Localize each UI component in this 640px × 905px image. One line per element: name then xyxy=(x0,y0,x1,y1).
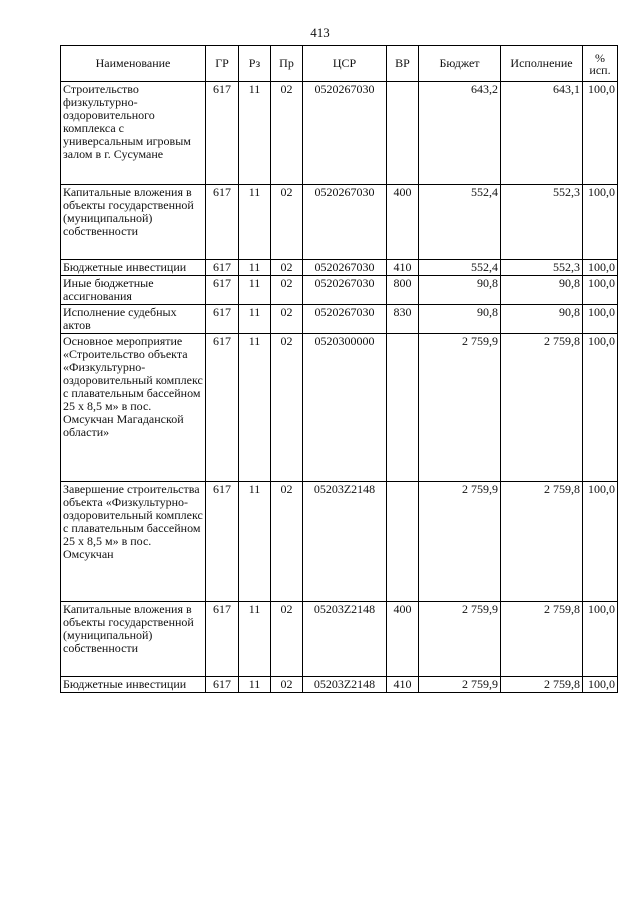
row-execution: 643,1 xyxy=(501,82,583,185)
row-vr: 410 xyxy=(387,677,419,693)
row-budget: 2 759,9 xyxy=(419,482,501,602)
row-pr: 02 xyxy=(271,276,303,305)
row-rz: 11 xyxy=(239,482,271,602)
row-name: Завершение строительства объекта «Физкультурно-оздоровительный комплекс с плавательным бассейном 25 х 8,5 м» в пос. Омсукчан xyxy=(61,482,206,602)
row-name: Строительство физкультурно-оздоровительного комплекса с универсальным игровым залом в г. Сусумане xyxy=(61,82,206,185)
row-vr: 400 xyxy=(387,602,419,677)
row-execution: 90,8 xyxy=(501,276,583,305)
table-row xyxy=(61,185,618,260)
row-budget: 2 759,9 xyxy=(419,602,501,677)
row-name: Основное мероприятие «Строительство объекта «Физкультурно-оздоровительный комплекс с плавательным бассейном 25 х 8,5 м» в пос. Омсукчан Магаданской области» xyxy=(61,334,206,482)
row-rz: 11 xyxy=(239,82,271,185)
header-rz: Рз xyxy=(239,46,271,82)
row-percent: 100,0 xyxy=(583,82,618,185)
row-pr: 02 xyxy=(271,334,303,482)
row-csr: 05203Z2148 xyxy=(303,602,387,677)
row-csr: 0520267030 xyxy=(303,82,387,185)
row-budget: 2 759,9 xyxy=(419,677,501,693)
row-vr: 410 xyxy=(387,260,419,276)
header-budget: Бюджет xyxy=(419,46,501,82)
row-csr: 0520267030 xyxy=(303,185,387,260)
row-name: Бюджетные инвестиции xyxy=(61,677,206,693)
table-row xyxy=(61,677,618,693)
row-gr: 617 xyxy=(206,260,239,276)
row-vr xyxy=(387,334,419,482)
header-execution: Исполнение xyxy=(501,46,583,82)
row-name: Капитальные вложения в объекты государственной (муниципальной) собственности xyxy=(61,602,206,677)
row-execution: 2 759,8 xyxy=(501,334,583,482)
table-row xyxy=(61,602,618,677)
row-name: Иные бюджетные ассигнования xyxy=(61,276,206,305)
row-gr: 617 xyxy=(206,276,239,305)
budget-execution-table xyxy=(60,45,618,693)
row-pr: 02 xyxy=(271,82,303,185)
header-percent xyxy=(583,46,618,82)
row-execution: 552,3 xyxy=(501,260,583,276)
row-execution: 2 759,8 xyxy=(501,482,583,602)
row-rz: 11 xyxy=(239,677,271,693)
row-execution: 90,8 xyxy=(501,305,583,334)
row-pr: 02 xyxy=(271,260,303,276)
row-vr xyxy=(387,482,419,602)
row-gr: 617 xyxy=(206,334,239,482)
row-execution: 2 759,8 xyxy=(501,677,583,693)
row-gr: 617 xyxy=(206,185,239,260)
row-gr: 617 xyxy=(206,677,239,693)
row-rz: 11 xyxy=(239,334,271,482)
row-rz: 11 xyxy=(239,602,271,677)
header-percent-symbol: % xyxy=(595,50,605,65)
row-percent: 100,0 xyxy=(583,602,618,677)
row-name: Бюджетные инвестиции xyxy=(61,260,206,276)
table-row xyxy=(61,305,618,334)
row-budget: 90,8 xyxy=(419,305,501,334)
row-percent: 100,0 xyxy=(583,260,618,276)
row-percent: 100,0 xyxy=(583,305,618,334)
row-budget: 2 759,9 xyxy=(419,334,501,482)
row-csr: 0520267030 xyxy=(303,276,387,305)
row-percent: 100,0 xyxy=(583,482,618,602)
row-pr: 02 xyxy=(271,305,303,334)
table-row xyxy=(61,82,618,185)
row-pr: 02 xyxy=(271,185,303,260)
row-rz: 11 xyxy=(239,276,271,305)
row-percent: 100,0 xyxy=(583,185,618,260)
table-header-row xyxy=(61,46,618,82)
header-name: Наименование xyxy=(61,46,206,82)
row-csr: 05203Z2148 xyxy=(303,482,387,602)
row-name: Капитальные вложения в объекты государственной (муниципальной) собственности xyxy=(61,185,206,260)
row-pr: 02 xyxy=(271,602,303,677)
row-vr: 800 xyxy=(387,276,419,305)
row-execution: 552,3 xyxy=(501,185,583,260)
header-percent-label: исп. xyxy=(589,62,611,77)
page-number: 413 xyxy=(310,25,330,40)
table-row xyxy=(61,276,618,305)
header-vr: ВР xyxy=(387,46,419,82)
row-rz: 11 xyxy=(239,305,271,334)
row-rz: 11 xyxy=(239,185,271,260)
row-budget: 552,4 xyxy=(419,185,501,260)
row-csr: 05203Z2148 xyxy=(303,677,387,693)
row-name: Исполнение судебных актов xyxy=(61,305,206,334)
header-pr: Пр xyxy=(271,46,303,82)
row-percent: 100,0 xyxy=(583,334,618,482)
row-gr: 617 xyxy=(206,82,239,185)
row-vr: 400 xyxy=(387,185,419,260)
row-budget: 643,2 xyxy=(419,82,501,185)
row-percent: 100,0 xyxy=(583,276,618,305)
row-budget: 90,8 xyxy=(419,276,501,305)
row-csr: 0520267030 xyxy=(303,260,387,276)
row-gr: 617 xyxy=(206,305,239,334)
row-rz: 11 xyxy=(239,260,271,276)
table-row xyxy=(61,482,618,602)
row-gr: 617 xyxy=(206,482,239,602)
row-pr: 02 xyxy=(271,482,303,602)
table-row xyxy=(61,334,618,482)
row-vr: 830 xyxy=(387,305,419,334)
row-csr: 0520267030 xyxy=(303,305,387,334)
row-vr xyxy=(387,82,419,185)
row-pr: 02 xyxy=(271,677,303,693)
row-csr: 0520300000 xyxy=(303,334,387,482)
header-csr: ЦСР xyxy=(303,46,387,82)
row-gr: 617 xyxy=(206,602,239,677)
header-gr: ГР xyxy=(206,46,239,82)
table-row xyxy=(61,260,618,276)
row-execution: 2 759,8 xyxy=(501,602,583,677)
row-budget: 552,4 xyxy=(419,260,501,276)
row-percent: 100,0 xyxy=(583,677,618,693)
